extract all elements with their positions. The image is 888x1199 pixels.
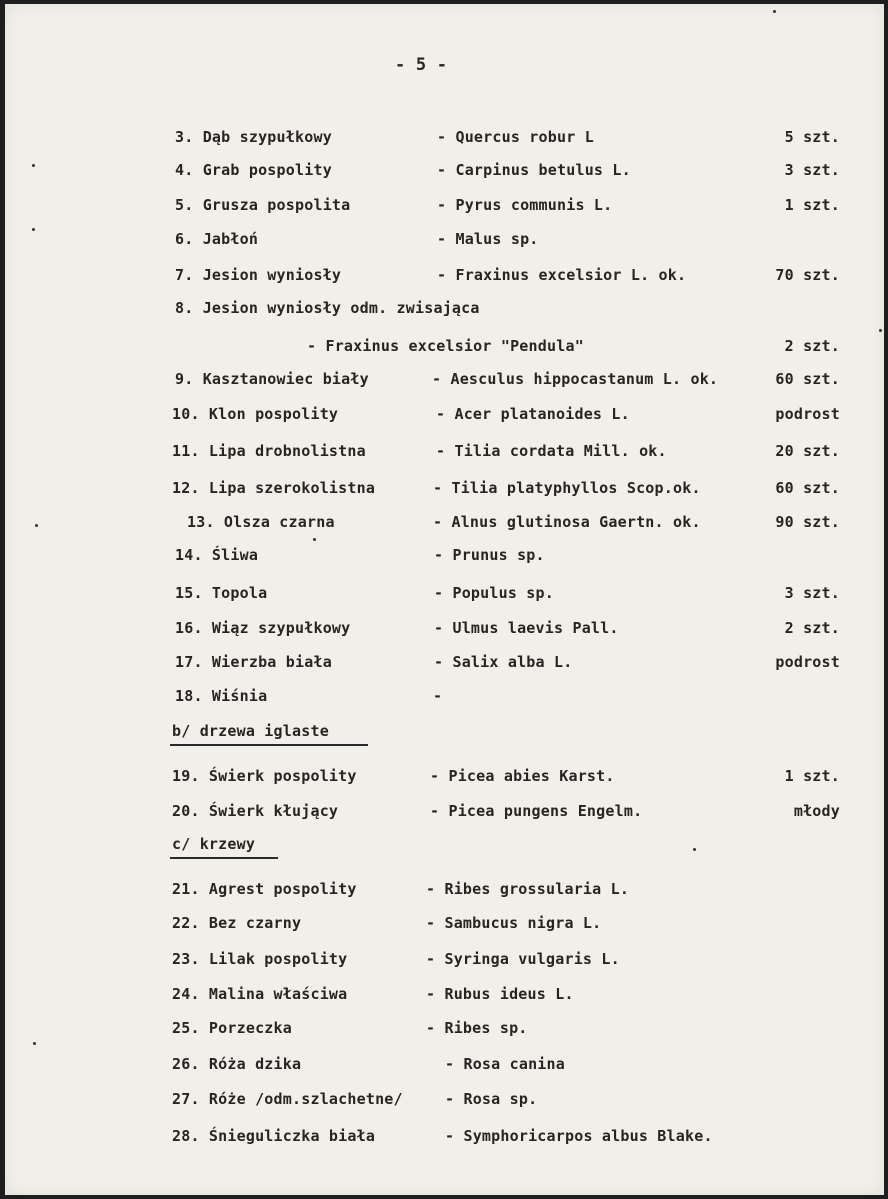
species-latin-name: - Salix alba L. — [434, 653, 573, 671]
document-page — [5, 4, 884, 1195]
species-latin-name: - Sambucus nigra L. — [426, 914, 602, 932]
species-latin-name: - Picea abies Karst. — [430, 767, 615, 785]
species-polish-name: 24. Malina właściwa — [172, 985, 348, 1003]
paper-speck — [693, 848, 696, 851]
species-latin-name: - Prunus sp. — [434, 546, 545, 564]
species-latin-name: - Rubus ideus L. — [426, 985, 574, 1003]
species-polish-name: 9. Kasztanowiec biały — [175, 370, 369, 388]
species-quantity: 5 szt. — [784, 128, 840, 146]
species-latin-name: - Acer platanoides L. — [436, 405, 630, 423]
species-quantity: podrost — [775, 653, 840, 671]
species-polish-name: 28. Śnieguliczka biała — [172, 1127, 376, 1145]
species-latin-name: - Tilia platyphyllos Scop.ok. — [433, 479, 701, 497]
species-latin-name: - Alnus glutinosa Gaertn. ok. — [433, 513, 701, 531]
species-polish-name: 27. Róże /odm.szlachetne/ — [172, 1090, 403, 1108]
species-polish-name: 20. Świerk kłujący — [172, 802, 339, 820]
paper-speck — [35, 524, 38, 527]
species-polish-name: 22. Bez czarny — [172, 914, 302, 932]
species-latin-name: - Pyrus communis L. — [437, 196, 613, 214]
species-polish-name: 26. Róża dzika — [172, 1055, 302, 1073]
species-quantity: 90 szt. — [775, 513, 840, 531]
species-quantity: 3 szt. — [784, 584, 840, 602]
species-polish-name: 13. Olsza czarna — [187, 513, 335, 531]
species-polish-name: 19. Świerk pospolity — [172, 767, 357, 785]
species-latin-name: - Malus sp. — [437, 230, 539, 248]
species-quantity: 3 szt. — [784, 161, 840, 179]
section-heading: b/ drzewa iglaste — [172, 722, 329, 740]
species-polish-name: 12. Lipa szerokolistna — [172, 479, 376, 497]
paper-speck — [33, 1042, 36, 1045]
paper-speck — [879, 329, 882, 332]
species-polish-name: 10. Klon pospolity — [172, 405, 339, 423]
species-quantity: 2 szt. — [784, 619, 840, 637]
species-quantity: 60 szt. — [775, 370, 840, 388]
species-polish-name: 3. Dąb szypułkowy — [175, 128, 332, 146]
section-underline — [170, 857, 278, 859]
species-quantity: podrost — [775, 405, 840, 423]
species-latin-name: - Rosa canina — [445, 1055, 565, 1073]
species-latin-name: - Fraxinus excelsior "Pendula" — [307, 337, 584, 355]
species-polish-name: 7. Jesion wyniosły — [175, 266, 342, 284]
species-latin-name: - Carpinus betulus L. — [437, 161, 631, 179]
species-quantity: 2 szt. — [784, 337, 840, 355]
species-latin-name: - Symphoricarpos albus Blake. — [445, 1127, 713, 1145]
section-underline — [170, 744, 368, 746]
paper-speck — [32, 228, 35, 231]
species-latin-name: - Populus sp. — [434, 584, 554, 602]
species-latin-name: - Rosa sp. — [445, 1090, 538, 1108]
species-latin-name: - Fraxinus excelsior L. ok. — [437, 266, 687, 284]
species-latin-name: - Ulmus laevis Pall. — [434, 619, 619, 637]
species-latin-name: - Quercus robur L — [437, 128, 594, 146]
paper-speck — [313, 538, 316, 541]
species-polish-name: 17. Wierzba biała — [175, 653, 332, 671]
species-latin-name: - Ribes sp. — [426, 1019, 528, 1037]
species-polish-name: 18. Wiśnia — [175, 687, 268, 705]
paper-speck — [32, 164, 35, 167]
species-quantity: 1 szt. — [784, 196, 840, 214]
species-quantity: młody — [793, 802, 840, 820]
species-polish-name: 25. Porzeczka — [172, 1019, 292, 1037]
species-latin-name: - Tilia cordata Mill. ok. — [436, 442, 667, 460]
species-quantity: 70 szt. — [775, 266, 840, 284]
species-latin-name: - Syringa vulgaris L. — [426, 950, 620, 968]
page-number: - 5 - — [395, 55, 448, 75]
species-polish-name: 14. Śliwa — [175, 546, 259, 564]
species-polish-name: 21. Agrest pospolity — [172, 880, 357, 898]
species-polish-name: 11. Lipa drobnolistna — [172, 442, 366, 460]
species-polish-name: 8. Jesion wyniosły odm. zwisająca — [175, 299, 480, 317]
species-quantity: 20 szt. — [775, 442, 840, 460]
species-polish-name: 5. Grusza pospolita — [175, 196, 351, 214]
species-latin-name: - Aesculus hippocastanum L. ok. — [432, 370, 719, 388]
species-latin-name: - Ribes grossularia L. — [426, 880, 630, 898]
paper-speck — [773, 10, 776, 13]
species-polish-name: 16. Wiąz szypułkowy — [175, 619, 351, 637]
species-polish-name: 4. Grab pospolity — [175, 161, 332, 179]
species-quantity: 1 szt. — [784, 767, 840, 785]
species-polish-name: 23. Lilak pospolity — [172, 950, 348, 968]
species-latin-name: - — [433, 687, 443, 705]
species-polish-name: 15. Topola — [175, 584, 268, 602]
species-polish-name: 6. Jabłoń — [175, 230, 259, 248]
species-quantity: 60 szt. — [775, 479, 840, 497]
species-latin-name: - Picea pungens Engelm. — [430, 802, 643, 820]
section-heading: c/ krzewy — [172, 835, 256, 853]
